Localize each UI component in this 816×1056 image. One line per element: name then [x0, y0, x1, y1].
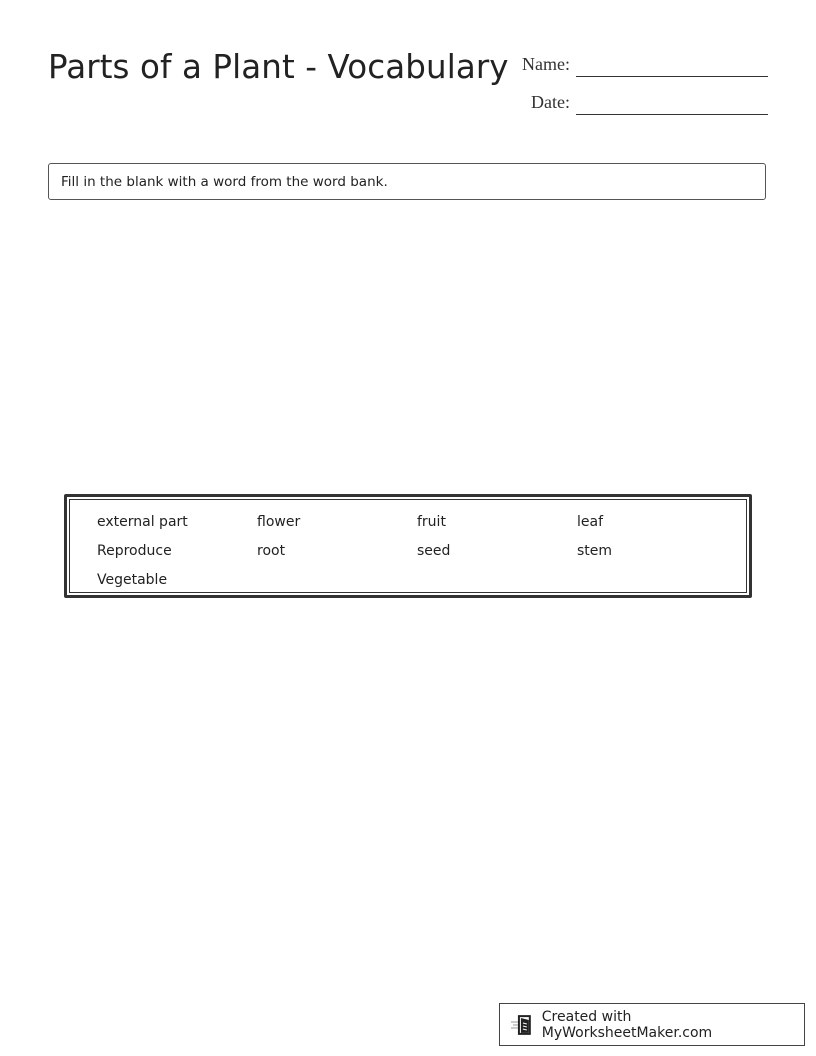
word-bank-item: external part: [97, 514, 188, 530]
word-bank-item: leaf: [577, 514, 604, 530]
word-bank-inner-border: [69, 499, 747, 593]
instructions-text: Fill in the blank with a word from the word bank.: [61, 174, 388, 190]
word-bank-item: root: [257, 543, 286, 559]
word-bank-item: flower: [257, 514, 301, 530]
date-line[interactable]: [576, 114, 768, 115]
word-bank: [64, 494, 752, 598]
instructions-box: [48, 163, 766, 200]
word-bank-item: Vegetable: [97, 572, 168, 588]
word-bank-grid: [97, 514, 737, 601]
name-line[interactable]: [576, 76, 768, 77]
myworksheetmaker-logo-icon: [510, 1014, 536, 1036]
name-label: Name:: [522, 54, 570, 74]
word-bank-item: fruit: [417, 514, 446, 530]
footer-badge[interactable]: [499, 1003, 805, 1046]
page-title: Parts of a Plant - Vocabulary: [48, 48, 509, 86]
word-bank-item: seed: [417, 543, 451, 559]
footer-text: Created with MyWorksheetMaker.com: [541, 1008, 713, 1041]
date-label: Date:: [531, 92, 570, 112]
word-bank-item: stem: [577, 543, 613, 559]
word-bank-item: Reproduce: [97, 543, 172, 559]
